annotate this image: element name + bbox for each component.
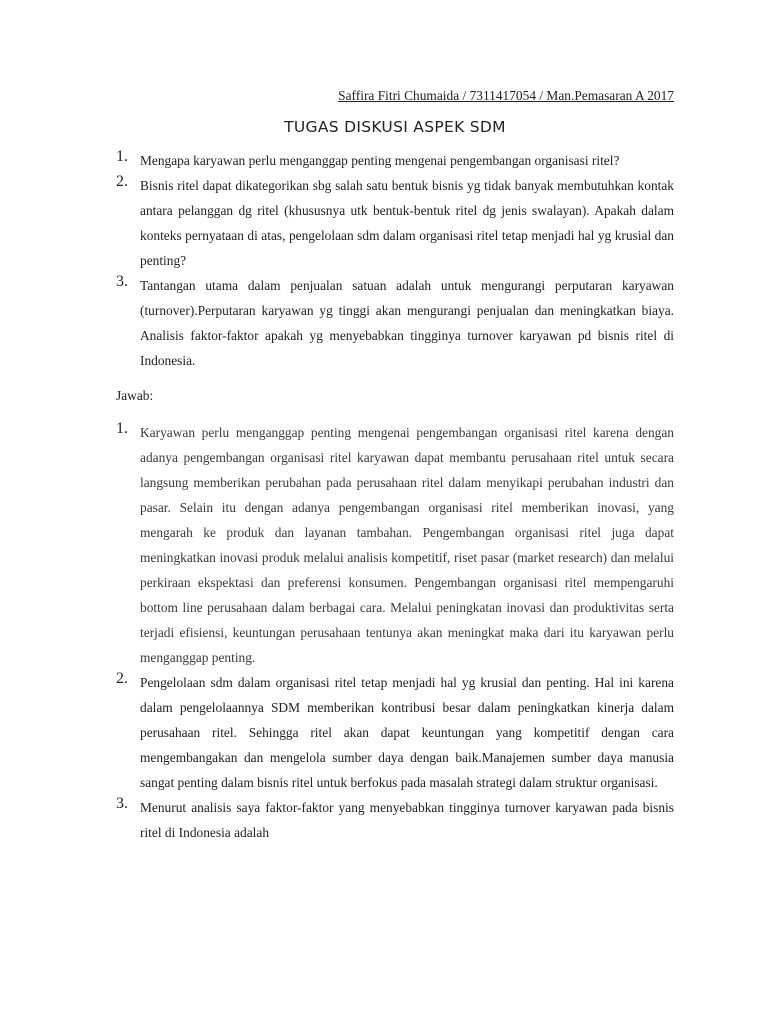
- question-text: Bisnis ritel dapat dikategorikan sbg salah satu bentuk bisnis yg tidak banyak membutuhkan kontak antara pelanggan dg ritel (khususnya utk bentuk-bentuk ritel dg jenis swalayan). Apakah dalam konteks pernyataan di atas, pengelolaan sdm dalam organisasi ritel tetap menjadi hal yg krusial dan penting?: [140, 178, 674, 268]
- answer-text: Pengelolaan sdm dalam organisasi ritel tetap menjadi hal yg krusial dan penting. Hal ini karena dalam pengelolaannya SDM memberikan kontribusi besar dalam peningkatkan kinerja dalam perusahaan ritel. Sehingga ritel akan dapat keuntungan yang kompetitif dengan cara mengembangakan dan mengelola sumber daya dengan baik.Manajemen sumber daya manusia sangat penting dalam bisnis ritel untuk berfokus pada masalah strategi dalam struktur organisasi.: [140, 675, 674, 790]
- question-text: Mengapa karyawan perlu menganggap penting mengenai pengembangan organisasi ritel?: [140, 153, 620, 168]
- answer-text: Karyawan perlu menganggap penting mengenai pengembangan organisasi ritel karena dengan adanya pengembangan organisasi ritel karyawan dapat membantu perusahaan ritel untuk secara langsung memberikan perubahan pada perusahaan ritel dalam menyikapi perubahan industri dan pasar. Selain itu dengan adanya pengembangan organisasi ritel memberikan inovasi, yang mengarah ke produk dan layanan tambahan. Pengembangan organisasi ritel juga dapat meningkatkan inovasi produk melalui analisis kompetitif, riset pasar (market research) dan melalui perkiraan ekspektasi dan preferensi konsumen. Pengembangan organisasi ritel mempengaruhi bottom line perusahaan dalam berbagai cara. Melalui peningkatan inovasi dan produktivitas serta terjadi efisiensi, keuntungan perusahaan tentunya akan meningkat maka dari itu karyawan perlu menganggap penting.: [140, 425, 674, 665]
- question-list: [116, 148, 674, 373]
- answer-label: Jawab:: [116, 388, 154, 403]
- answer-number: 2.: [116, 670, 128, 687]
- answer-number: 3.: [116, 795, 128, 812]
- question-item: [116, 273, 674, 373]
- answer-list: [116, 420, 674, 845]
- answer-text: Menurut analisis saya faktor-faktor yang menyebabkan tingginya turnover karyawan pada bisnis ritel di Indonesia adalah: [140, 800, 674, 840]
- question-item: [116, 173, 674, 273]
- document-title: TUGAS DISKUSI ASPEK SDM: [284, 118, 506, 136]
- answer-item: [116, 420, 674, 670]
- question-text: Tantangan utama dalam penjualan satuan adalah untuk mengurangi perputaran karyawan (turnover).Perputaran karyawan yg tinggi akan mengurangi penjualan dan meningkatkan biaya. Analisis faktor-faktor apakah yg menyebabkan tingginya turnover karyawan pd bisnis ritel di Indonesia.: [140, 278, 674, 368]
- answer-number: 1.: [116, 420, 128, 437]
- answer-item: [116, 795, 674, 845]
- question-item: [116, 148, 674, 173]
- author-header: Saffira Fitri Chumaida / 7311417054 / Man.Pemasaran A 2017: [338, 88, 674, 103]
- question-number: 1.: [116, 148, 128, 165]
- question-number: 3.: [116, 273, 128, 290]
- question-number: 2.: [116, 173, 128, 190]
- answer-item: [116, 670, 674, 795]
